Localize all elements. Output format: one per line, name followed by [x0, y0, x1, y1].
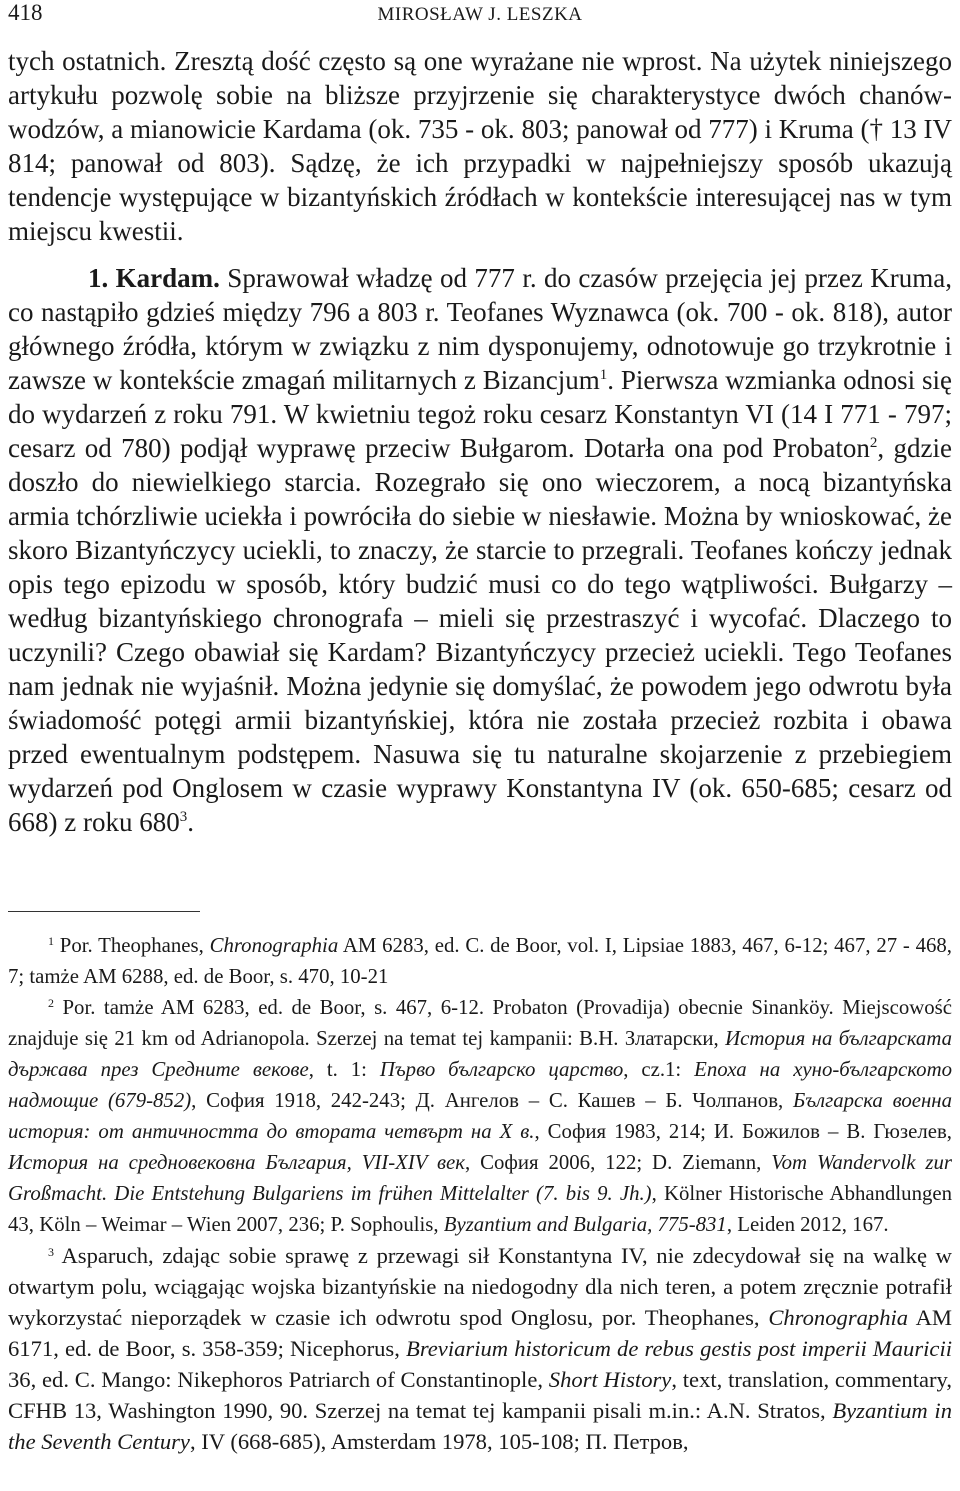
footnote-number: 2 [48, 996, 54, 1010]
footnote-text: , София 2006, 122; D. Ziemann, [465, 1151, 772, 1174]
paragraph-text: . [187, 807, 194, 837]
footnote-number: 3 [48, 1245, 54, 1259]
footnote-title: Chronographia [768, 1305, 909, 1330]
page-header [8, 0, 952, 28]
footnote-title: Chronographia [209, 934, 339, 957]
footnote-text: , cz.1: [623, 1058, 695, 1081]
footnote-text: , text, translation, commentary, CFHB 13, Washington 1990, 90. Szerzej na temat tej kampanii pisali m.in.: A.N. Stratos, [8, 1367, 952, 1423]
footnote-text: , София 1983, 214; И. Божилов – В. Гюзелев, [534, 1120, 952, 1143]
footnote-2 [8, 992, 952, 1240]
footnote-text: Por. Theophanes, [54, 934, 210, 957]
paragraph-text: . Pierwsza wzmianka odnosi się do wydarzeń z roku 791. W kwietniu tegoż roku cesarz Konstantyn VI (14 I 771 - 797; cesarz od 780) podjął wyprawę przeciw Bułgarom. Dotarła ona pod Probaton [8, 365, 952, 463]
footnote-title: Byzantium and Bulgaria, 775-831 [443, 1213, 727, 1236]
footnote-title: Byzantium in the Seventh Century [8, 1398, 952, 1454]
paragraph-text: Sprawował władzę od 777 r. do czasów przejęcia jej przez Kruma, co nastąpiło gdzieś między 796 a 803 r. Teofanes Wyznawca (ok. 700 - ok. 818), autor głównego źródła, którym w związku z nim dysponujemy, odnotowuje go trzykrotnie i zawsze w kontekście zmagań militarnych z Bizancjum [8, 263, 953, 395]
footnote-text: , IV (668-685), Amsterdam 1978, 105-108; П. Петров, [189, 1429, 689, 1454]
footnote-title: Първо българско царство [379, 1058, 624, 1081]
footnote-title: Short History [548, 1367, 672, 1392]
paragraph-intro: tych ostatnich. Zresztą dość często są one wyrażane nie wprost. Na użytek niniejszego artykułu pozwolę sobie na bliższe przyjrzenie się charakterystyce dwóch chanów-wodzów, a mianowicie Kardama (ok. 735 - ok. 803; panował od 777) i Kruma († 13 IV 814; panował od 803). Sądzę, że ich przypadki w najpełniejszy sposób ukazują tendencje występujące w bizantyńskich źródłach w kontekście interesującej nas w tym miejscu kwestii. [8, 46, 952, 246]
footnote-ref-1: 1 [599, 367, 608, 383]
footnote-ref-2: 2 [869, 435, 878, 451]
footnote-1 [8, 930, 952, 992]
footnote-title: История на българската държава през Средните векове [8, 1027, 952, 1081]
footnote-text: 36, ed. C. Mango: Nikephoros Patriarch of Constantinople, [8, 1367, 549, 1392]
footnote-number: 1 [48, 934, 54, 948]
footnote-text: Por. tamże AM 6283, ed. de Boor, s. 467, 6-12. Probaton (Provadija) obecnie Sinanköy. Miejscowość znajduje się 21 km od Adrianopola. Szerzej na temat tej kampanii: В.Н. Златарски, [8, 996, 952, 1050]
footnotes [8, 930, 952, 1457]
footnote-title: Епоха на хуно-българското надмощие (679-852) [8, 1058, 952, 1112]
footnote-text: Asparuch, zdając sobie sprawę z przewagi sił Konstantyna IV, nie zdecydował się na walkę w otwartym polu, wciągając wojska bizantyńskie na niedogodny dla nich teren, a potem zręcznie potrafił wykorzystać nieporządek w czasie ich odwrotu spod Onglosu, por. Theophanes, [8, 1243, 952, 1330]
footnote-ref-3: 3 [179, 809, 188, 825]
footnote-title: Breviarium historicum de rebus gestis post imperii Mauricii [406, 1336, 953, 1361]
footnote-text: , Kölner Historische Abhandlungen 43, Köln – Weimar – Wien 2007, 236; P. Sophoulis, [8, 1182, 952, 1236]
footnote-title: История на средновековна България, VII-XIV век [8, 1151, 466, 1174]
footnote-3 [8, 1240, 952, 1457]
footnote-text: , София 1918, 242-243; Д. Ангелов – С. Кашев – Б. Чолпанов, [191, 1089, 793, 1112]
footnote-title: Vom Wandervolk zur Großmacht. Die Entstehung Bulgariens im frühen Mittelalter (7. bis 9. Jh.) [8, 1151, 953, 1205]
main-text [8, 44, 952, 839]
running-head-author: MIROSŁAW J. LESZKA [377, 4, 583, 25]
footnote-text: AM 6283, ed. C. de Boor, vol. I, Lipsiae 1883, 467, 6-12; 467, 27 - 468, 7; tamże AM 6288, ed. de Boor, s. 470, 10-21 [8, 934, 952, 988]
footnote-text: , Leiden 2012, 167. [726, 1213, 889, 1236]
footnote-text: AM 6171, ed. de Boor, s. 358-359; Nicephorus, [8, 1305, 952, 1361]
page-number: 418 [8, 0, 43, 25]
footnote-title: Българска военна история: от античността до втората четвърт на X в. [8, 1089, 952, 1143]
section-heading-kardam: 1. Kardam. [88, 263, 220, 293]
footnote-text: , t. 1: [308, 1058, 380, 1081]
footnote-separator [8, 911, 200, 912]
paragraph-text: , gdzie doszło do niewielkiego starcia. Rozegrało się ono wieczorem, a nocą bizantyńska armia tchórzliwie uciekła i powróciła do siebie w niesławie. Można by wnioskować, że skoro Bizantyńczycy uciekli, to znaczy, że starcie to przegrali. Teofanes kończy jednak opis tego epizodu w sposób, który budzić musi co do tego wątpliwości. Bułgarzy – według bizantyńskiego chronografa – mieli się przestraszyć i wycofać. Dlaczego to uczynili? Czego obawiał się Kardam? Bizantyńczycy przecież uciekli. Tego Teofanes nam jednak nie wyjaśnił. Można jedynie się domyślać, że powodem jego odwrotu była świadomość potęgi armii bizantyńskiej, która nie została przecież rozbita i obawa przed ewentualnym podstępem. Nasuwa się tu naturalne skojarzenie z przebiegiem wydarzeń pod Onglosem w czasie wyprawy Konstantyna IV (ok. 650-685; cesarz od 668) z roku 680 [8, 433, 952, 837]
paragraph-kardam [8, 261, 952, 839]
